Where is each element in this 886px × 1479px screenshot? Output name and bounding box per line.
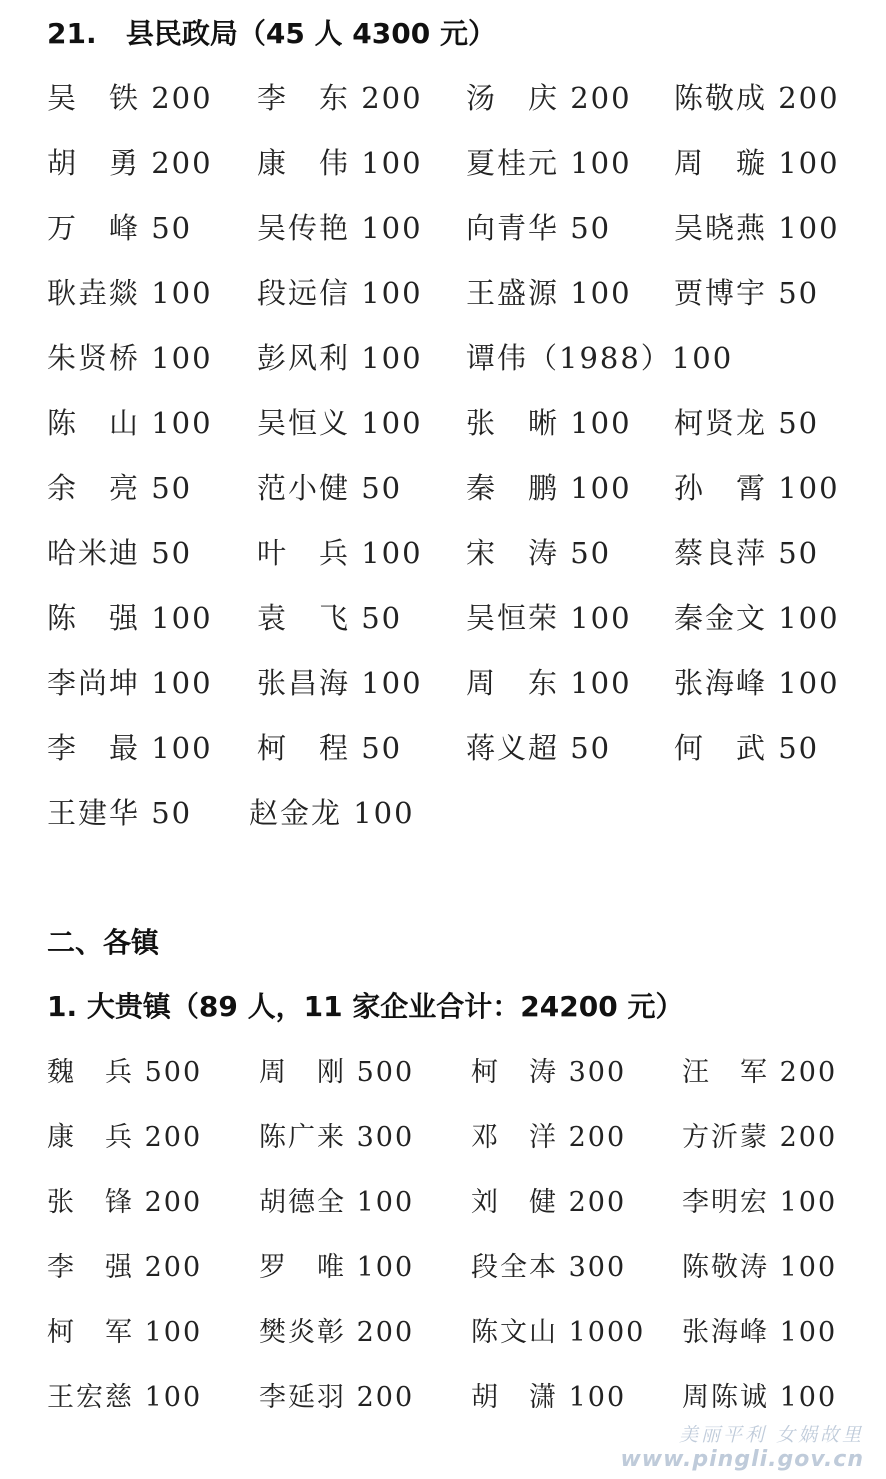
- donor-entry: 柯 涛 300: [471, 1057, 627, 1088]
- donor-entry: 陈文山 1000: [471, 1317, 646, 1348]
- donor-entry: 袁 飞 50: [257, 601, 403, 635]
- donor-entry: 邓 洋 200: [471, 1122, 627, 1153]
- donor-entry: 蒋义超 50: [466, 731, 612, 765]
- donor-entry: 张 晰 100: [466, 406, 632, 440]
- watermark-url: www.pingli.gov.cn: [620, 1447, 864, 1472]
- donor-entry: 宋 涛 50: [466, 536, 612, 570]
- donor-entry: 方沂蒙 200: [682, 1122, 838, 1153]
- donor-entry: 万 峰 50: [47, 211, 193, 245]
- donor-entry: 赵金龙 100: [249, 796, 415, 830]
- donor-entry: 柯贤龙 50: [674, 406, 820, 440]
- donor-entry: 王盛源 100: [466, 276, 632, 310]
- donor-entry: 胡 潇 100: [471, 1382, 627, 1413]
- donor-entry: 吴恒荣 100: [466, 601, 632, 635]
- donor-entry: 夏桂元 100: [466, 146, 632, 180]
- donor-entry: 吴恒义 100: [257, 406, 423, 440]
- donor-entry: 王建华 50: [47, 796, 193, 830]
- dagui-town-heading: 1. 大贵镇（89 人，11 家企业合计：24200 元）: [47, 990, 684, 1023]
- donor-entry: 康 伟 100: [257, 146, 423, 180]
- donor-entry: 柯 程 50: [257, 731, 403, 765]
- donor-entry: 哈米迪 50: [47, 536, 193, 570]
- donor-entry: 康 兵 200: [47, 1122, 203, 1153]
- donor-entry: 刘 健 200: [471, 1187, 627, 1218]
- donor-entry: 吴传艳 100: [257, 211, 423, 245]
- donor-entry: 罗 唯 100: [259, 1252, 415, 1283]
- donor-entry: 贾博宇 50: [674, 276, 820, 310]
- donor-entry: 陈广来 300: [259, 1122, 415, 1153]
- donor-entry: 柯 军 100: [47, 1317, 203, 1348]
- donor-entry: 张昌海 100: [257, 666, 423, 700]
- donor-entry: 胡德全 100: [259, 1187, 415, 1218]
- donor-entry: 谭伟（1988）100: [466, 341, 734, 375]
- site-watermark: [620, 1423, 864, 1473]
- donor-entry: 汪 军 200: [682, 1057, 838, 1088]
- donor-entry: 张海峰 100: [674, 666, 840, 700]
- donor-entry: 朱贤桥 100: [47, 341, 213, 375]
- donor-entry: 李明宏 100: [682, 1187, 838, 1218]
- donor-entry: 段全本 300: [471, 1252, 627, 1283]
- donor-entry: 秦 鹏 100: [466, 471, 632, 505]
- donor-entry: 李延羽 200: [259, 1382, 415, 1413]
- donor-entry: 李尚坤 100: [47, 666, 213, 700]
- donor-entry: 彭风利 100: [257, 341, 423, 375]
- donor-entry: 汤 庆 200: [466, 81, 632, 115]
- donor-entry: 叶 兵 100: [257, 536, 423, 570]
- donor-entry: 秦金文 100: [674, 601, 840, 635]
- donor-entry: 蔡良萍 50: [674, 536, 820, 570]
- donor-entry: 周陈诚 100: [682, 1382, 838, 1413]
- donor-entry: 陈 强 100: [47, 601, 213, 635]
- donor-entry: 耿垚燚 100: [47, 276, 213, 310]
- donor-entry: 陈 山 100: [47, 406, 213, 440]
- section-21-heading: 21. 县民政局（45 人 4300 元）: [47, 17, 496, 50]
- donor-entry: 何 武 50: [674, 731, 820, 765]
- donor-entry: 张海峰 100: [682, 1317, 838, 1348]
- donor-entry: 陈敬涛 100: [682, 1252, 838, 1283]
- donor-entry: 范小健 50: [257, 471, 403, 505]
- donor-entry: 李 东 200: [257, 81, 423, 115]
- donor-entry: 王宏慈 100: [47, 1382, 203, 1413]
- donor-entry: 段远信 100: [257, 276, 423, 310]
- watermark-slogan: 美丽平利 女娲故里: [678, 1424, 864, 1446]
- donor-entry: 樊炎彰 200: [259, 1317, 415, 1348]
- section-towns-heading: 二、各镇: [47, 926, 160, 959]
- donor-entry: 余 亮 50: [47, 471, 193, 505]
- donor-entry: 孙 霄 100: [674, 471, 840, 505]
- donor-entry: 李 最 100: [47, 731, 213, 765]
- donor-entry: 周 刚 500: [259, 1057, 415, 1088]
- donor-entry: 周 东 100: [466, 666, 632, 700]
- donor-entry: 向青华 50: [466, 211, 612, 245]
- donor-entry: 胡 勇 200: [47, 146, 213, 180]
- donor-entry: 陈敬成 200: [674, 81, 840, 115]
- donor-entry: 张 锋 200: [47, 1187, 203, 1218]
- donor-entry: 魏 兵 500: [47, 1057, 203, 1088]
- donor-entry: 周 璇 100: [674, 146, 840, 180]
- donor-entry: 李 强 200: [47, 1252, 203, 1283]
- donor-entry: 吴 铁 200: [47, 81, 213, 115]
- donor-entry: 吴晓燕 100: [674, 211, 840, 245]
